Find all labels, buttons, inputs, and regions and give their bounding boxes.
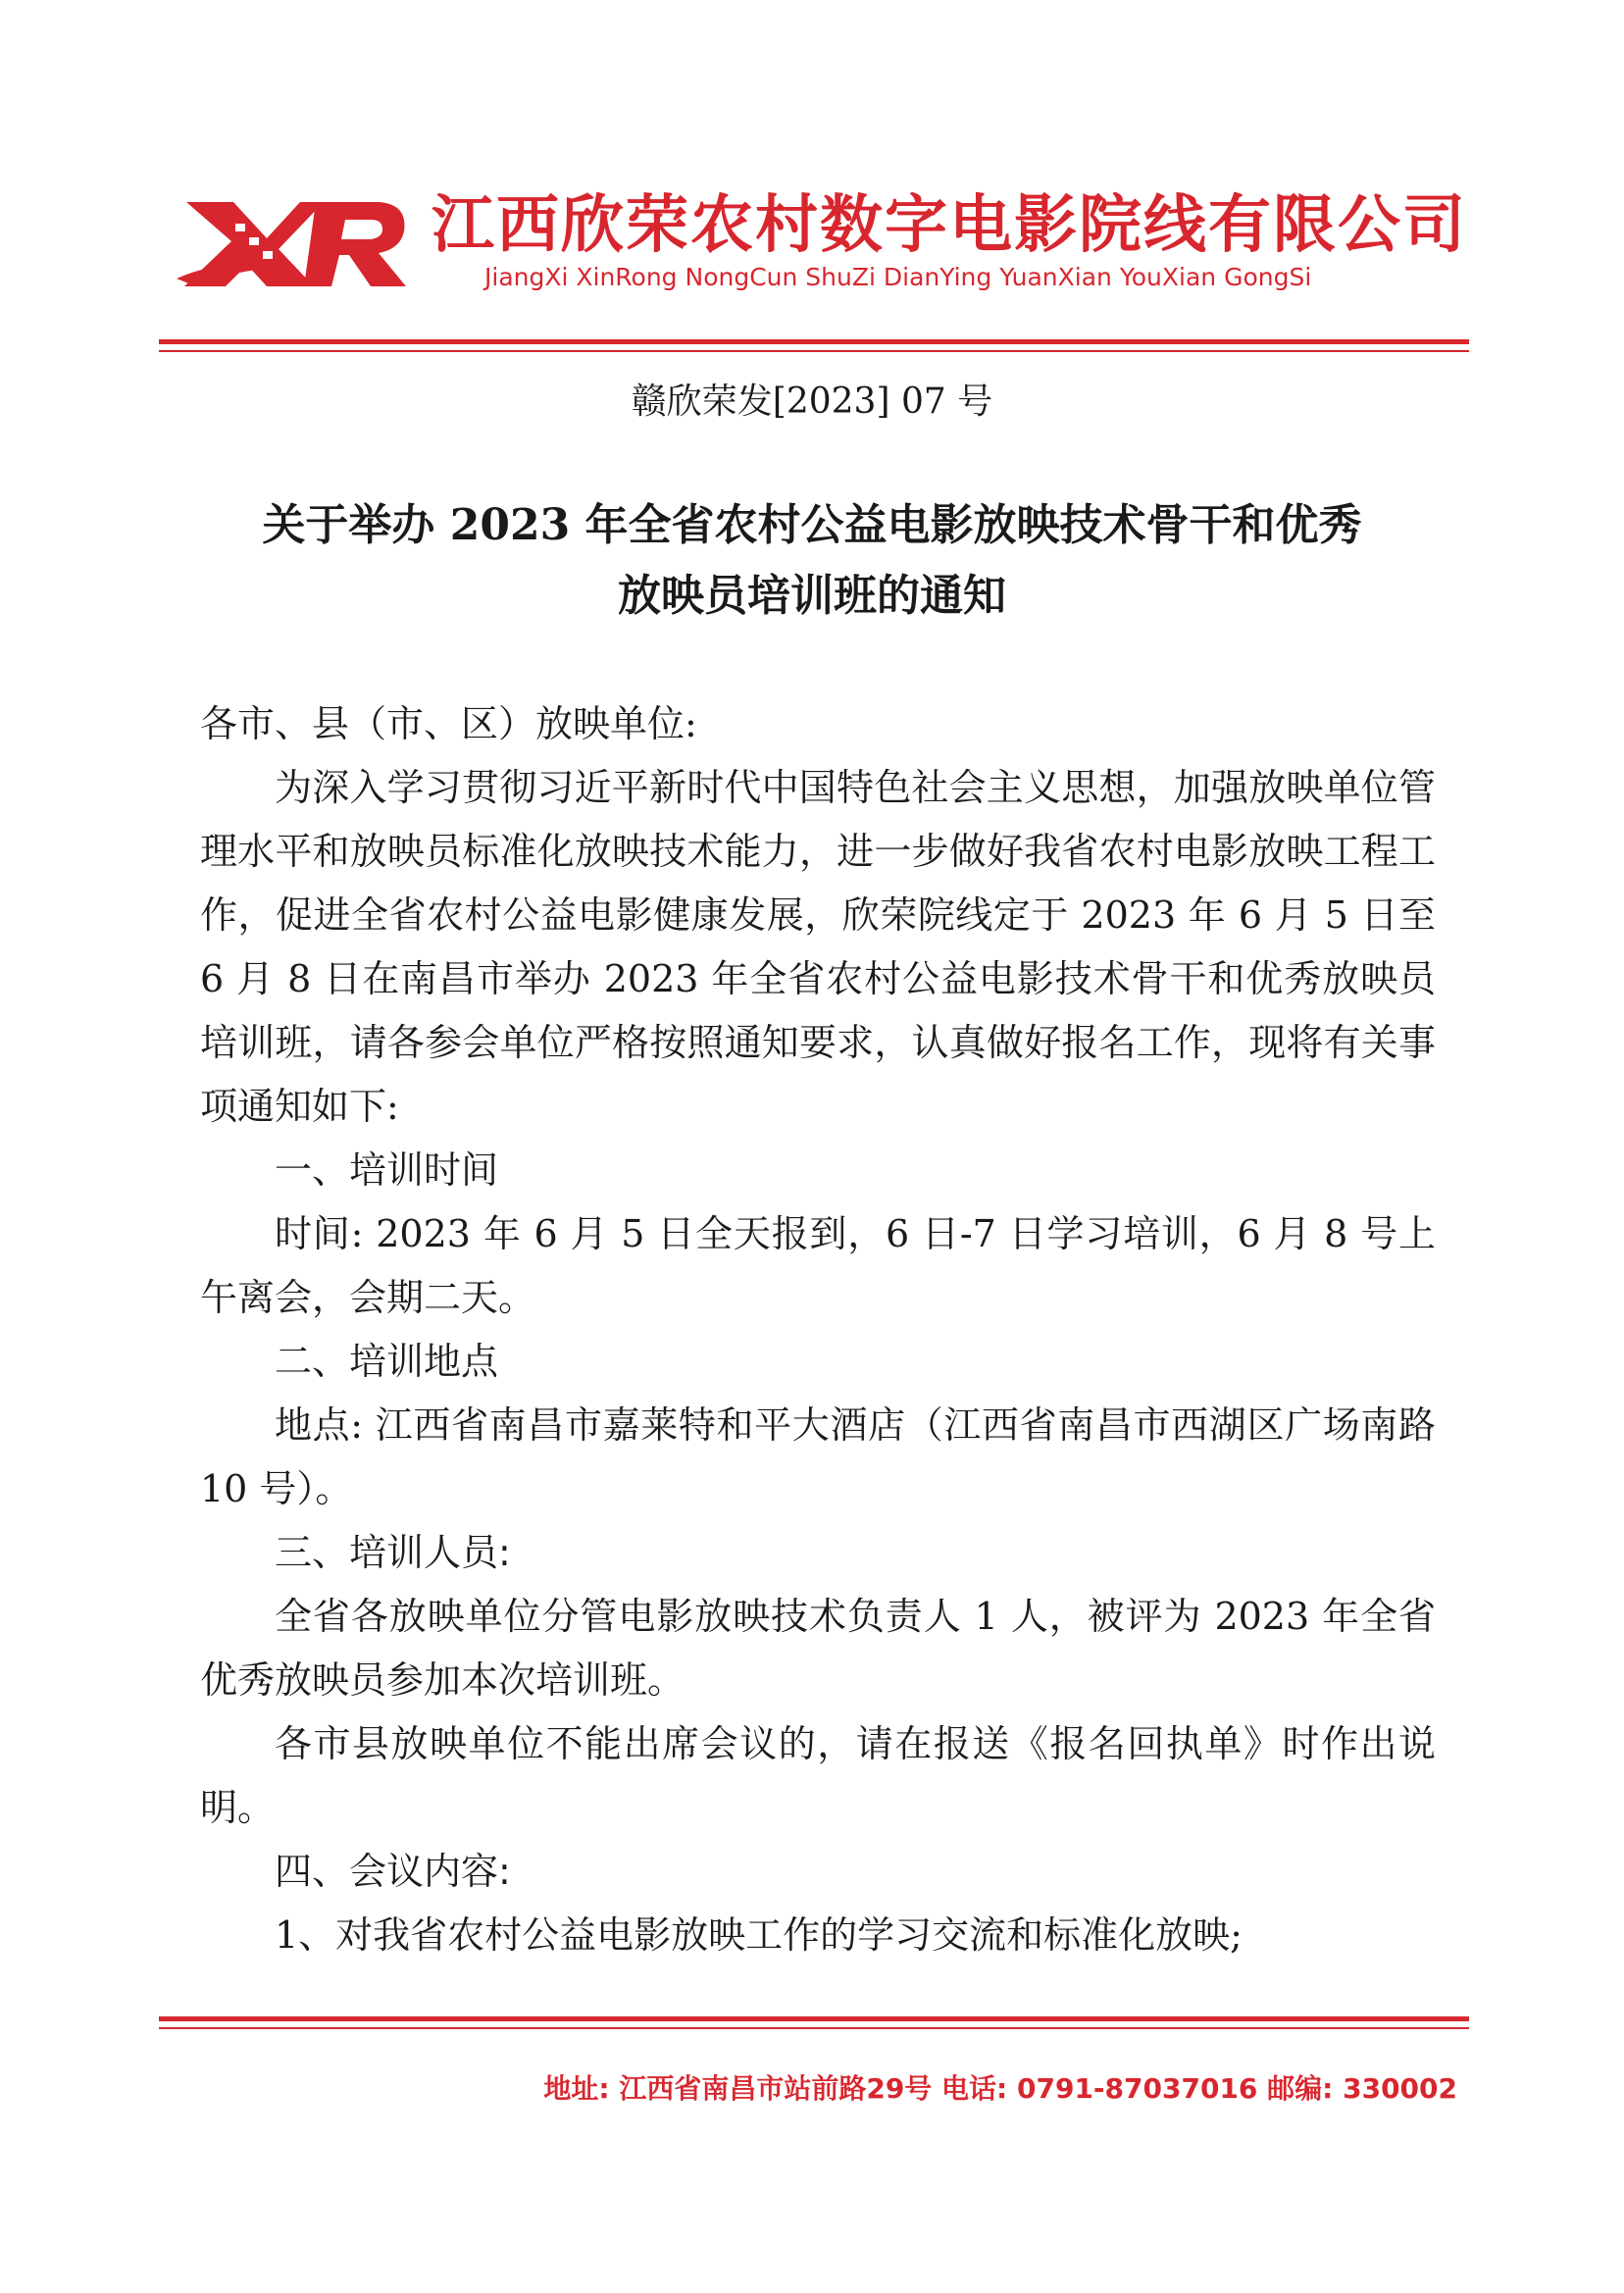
xr-film-logo-icon xyxy=(177,184,412,292)
document-number: 赣欣荣发[2023] 07 号 xyxy=(631,382,993,422)
footer-divider xyxy=(159,2016,1469,2021)
document-body xyxy=(200,692,1436,1967)
section-heading-attendees: 三、培训人员: xyxy=(275,1531,511,1574)
section-paragraph: 全省各放映单位分管电影放映技术负责人 1 人，被评为 2023 年全省优秀放映员参加本次培训班。 xyxy=(200,1595,1436,1702)
title-line-2: 放映员培训班的通知 xyxy=(618,571,1006,621)
intro-paragraph: 为深入学习贯彻习近平新时代中国特色社会主义思想，加强放映单位管理水平和放映员标准化放映技术能力，进一步做好我省农村电影放映工程工作，促进全省农村公益电影健康发展，欣荣院线定于 2023 年 6 月 5 日至 6 月 8 日在南昌市举办 2023 年全省农村公益电影技术骨干和优秀放映员培训班，请各参会单位严格按照通知要求，认真做好报名工作，现将有关事项通知如下: xyxy=(200,766,1436,1128)
section-paragraph: 1、对我省农村公益电影放映工作的学习交流和标准化放映; xyxy=(275,1913,1243,1957)
footer-divider-thin xyxy=(159,2027,1469,2029)
section-paragraph: 各市县放映单位不能出席会议的，请在报送《报名回执单》时作出说明。 xyxy=(200,1722,1436,1829)
section-heading-location: 二、培训地点 xyxy=(275,1340,499,1383)
header-divider xyxy=(159,339,1469,344)
company-name-en: JiangXi XinRong NongCun ShuZi DianYing YuanXian YouXian GongSi xyxy=(484,263,1312,291)
section-paragraph: 时间: 2023 年 6 月 5 日全天报到，6 日-7 日学习培训，6 月 8 号上午离会，会期二天。 xyxy=(200,1212,1436,1319)
title-line-1: 关于举办 2023 年全省农村公益电影放映技术骨干和优秀 xyxy=(262,500,1362,550)
document-title xyxy=(177,490,1447,632)
salutation: 各市、县（市、区）放映单位: xyxy=(200,702,697,745)
section-paragraph: 地点: 江西省南昌市嘉莱特和平大酒店（江西省南昌市西湖区广场南路 10 号）。 xyxy=(200,1403,1436,1510)
header-divider-thin xyxy=(159,350,1469,352)
company-name-cn: 江西欣荣农村数字电影院线有限公司 xyxy=(431,189,1467,262)
section-heading-time: 一、培训时间 xyxy=(275,1148,499,1192)
footer-contact: 地址: 江西省南昌市站前路29号 电话: 0791-87037016 邮编: 330002 xyxy=(543,2072,1457,2105)
section-heading-content: 四、会议内容: xyxy=(275,1850,511,1893)
